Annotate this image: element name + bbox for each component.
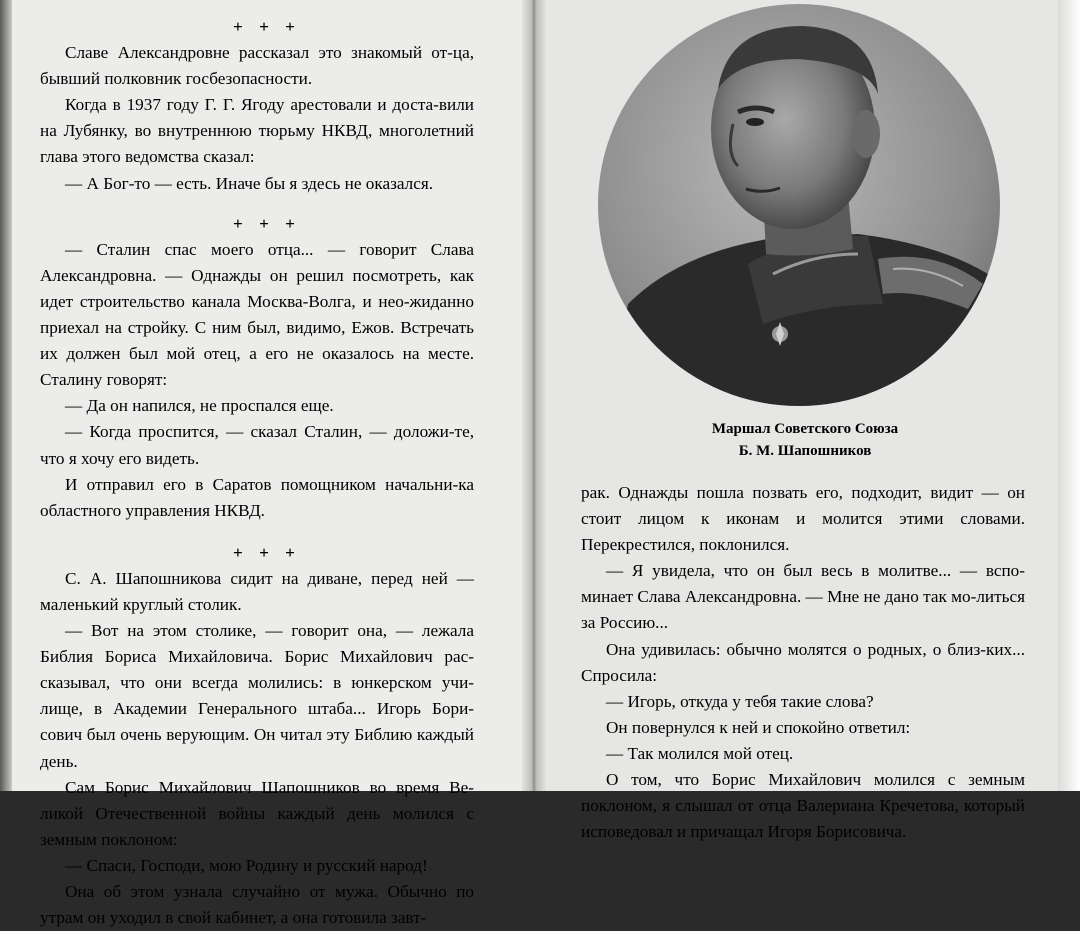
paragraph: Сам Борис Михайлович Шапошников во время Ве-ликой Отечественной войны каждый день молился с земным поклоном:	[40, 777, 474, 849]
paragraph: — Сталин спас моего отца... — говорит Слава Александровна. — Однажды он решил посмотреть, как идет строительство канала Москва-Волга, и нео-жиданно приехал на стройку. С ним был, видимо, Ежов. Встречать их должен был мой отец, а его не оказалось на месте. Сталину говорят:	[40, 239, 474, 390]
portrait-photo	[598, 4, 1000, 406]
paragraph: Когда в 1937 году Г. Г. Ягоду арестовали и доста-вили на Лубянку, во внутреннюю тюрьму НКВД, многолетний глава этого ведомства сказал:	[40, 95, 474, 167]
paragraph: О том, что Борис Михайлович молился с земным поклоном, я слышал от отца Валериана Кречетова, который исповедовал и причащал Игоря Борисовича.	[581, 770, 1025, 842]
paragraph: И отправил его в Саратов помощником начальни-ка областного управления НКВД.	[40, 474, 474, 520]
portrait-caption	[700, 418, 910, 462]
paragraph: — Я увидела, что он был весь в молитве... — вспо-минает Слава Александровна. — Мне не дано так мо-литься за Россию...	[581, 561, 1025, 633]
caption-line: Маршал Советского Союза	[711, 421, 899, 437]
paragraph: — А Бог-то — есть. Иначе бы я здесь не оказался.	[65, 173, 434, 193]
section-separator: + + +	[233, 542, 301, 562]
paragraph: С. А. Шапошникова сидит на диване, перед ней — маленький круглый столик.	[40, 568, 474, 614]
paragraph: — Игорь, откуда у тебя такие слова?	[606, 691, 874, 711]
caption-line: Б. М. Шапошников	[738, 443, 872, 459]
paragraph: — Когда проспится, — сказал Сталин, — доложи-те, что я хочу его видеть.	[40, 422, 474, 468]
paragraph: — Так молился мой отец.	[606, 743, 794, 763]
section-separator: + + +	[233, 213, 301, 233]
paragraph: Славе Александровне рассказал это знакомый от-ца, бывший полковник госбезопасности.	[40, 43, 474, 89]
paragraph: Он повернулся к ней и спокойно ответил:	[606, 717, 911, 737]
paragraph: Она об этом узнала случайно от мужа. Обычно по утрам он уходил в свой кабинет, а она готовила завт-	[40, 882, 474, 928]
paragraph: — Вот на этом столике, — говорит она, — лежала Библия Бориса Михайловича. Борис Михайлович рас-сказывал, что они всегда молились: в юнкерском учи-лище, в Академии Генерального штаба... Игорь Бори-сович был очень верующим. Он читал эту Библию каждый день.	[40, 621, 474, 771]
left-text-column	[40, 14, 474, 931]
portrait-illustration	[598, 4, 1000, 406]
paragraph: — Спаси, Господи, мою Родину и русский народ!	[65, 855, 428, 875]
page-edge-highlight	[1058, 0, 1080, 791]
section-separator: + + +	[233, 17, 301, 36]
paragraph: — Да он напился, не проспался еще.	[65, 396, 334, 416]
paragraph: рак. Однажды пошла позвать его, подходит, видит — он стоит лицом к иконам и молится этими словами. Перекрестился, поклонился.	[581, 483, 1025, 555]
book-edge-shadow	[0, 0, 12, 791]
book-gutter	[522, 0, 546, 791]
paragraph: Она удивилась: обычно молятся о родных, о близ-ких... Спросила:	[581, 639, 1025, 685]
